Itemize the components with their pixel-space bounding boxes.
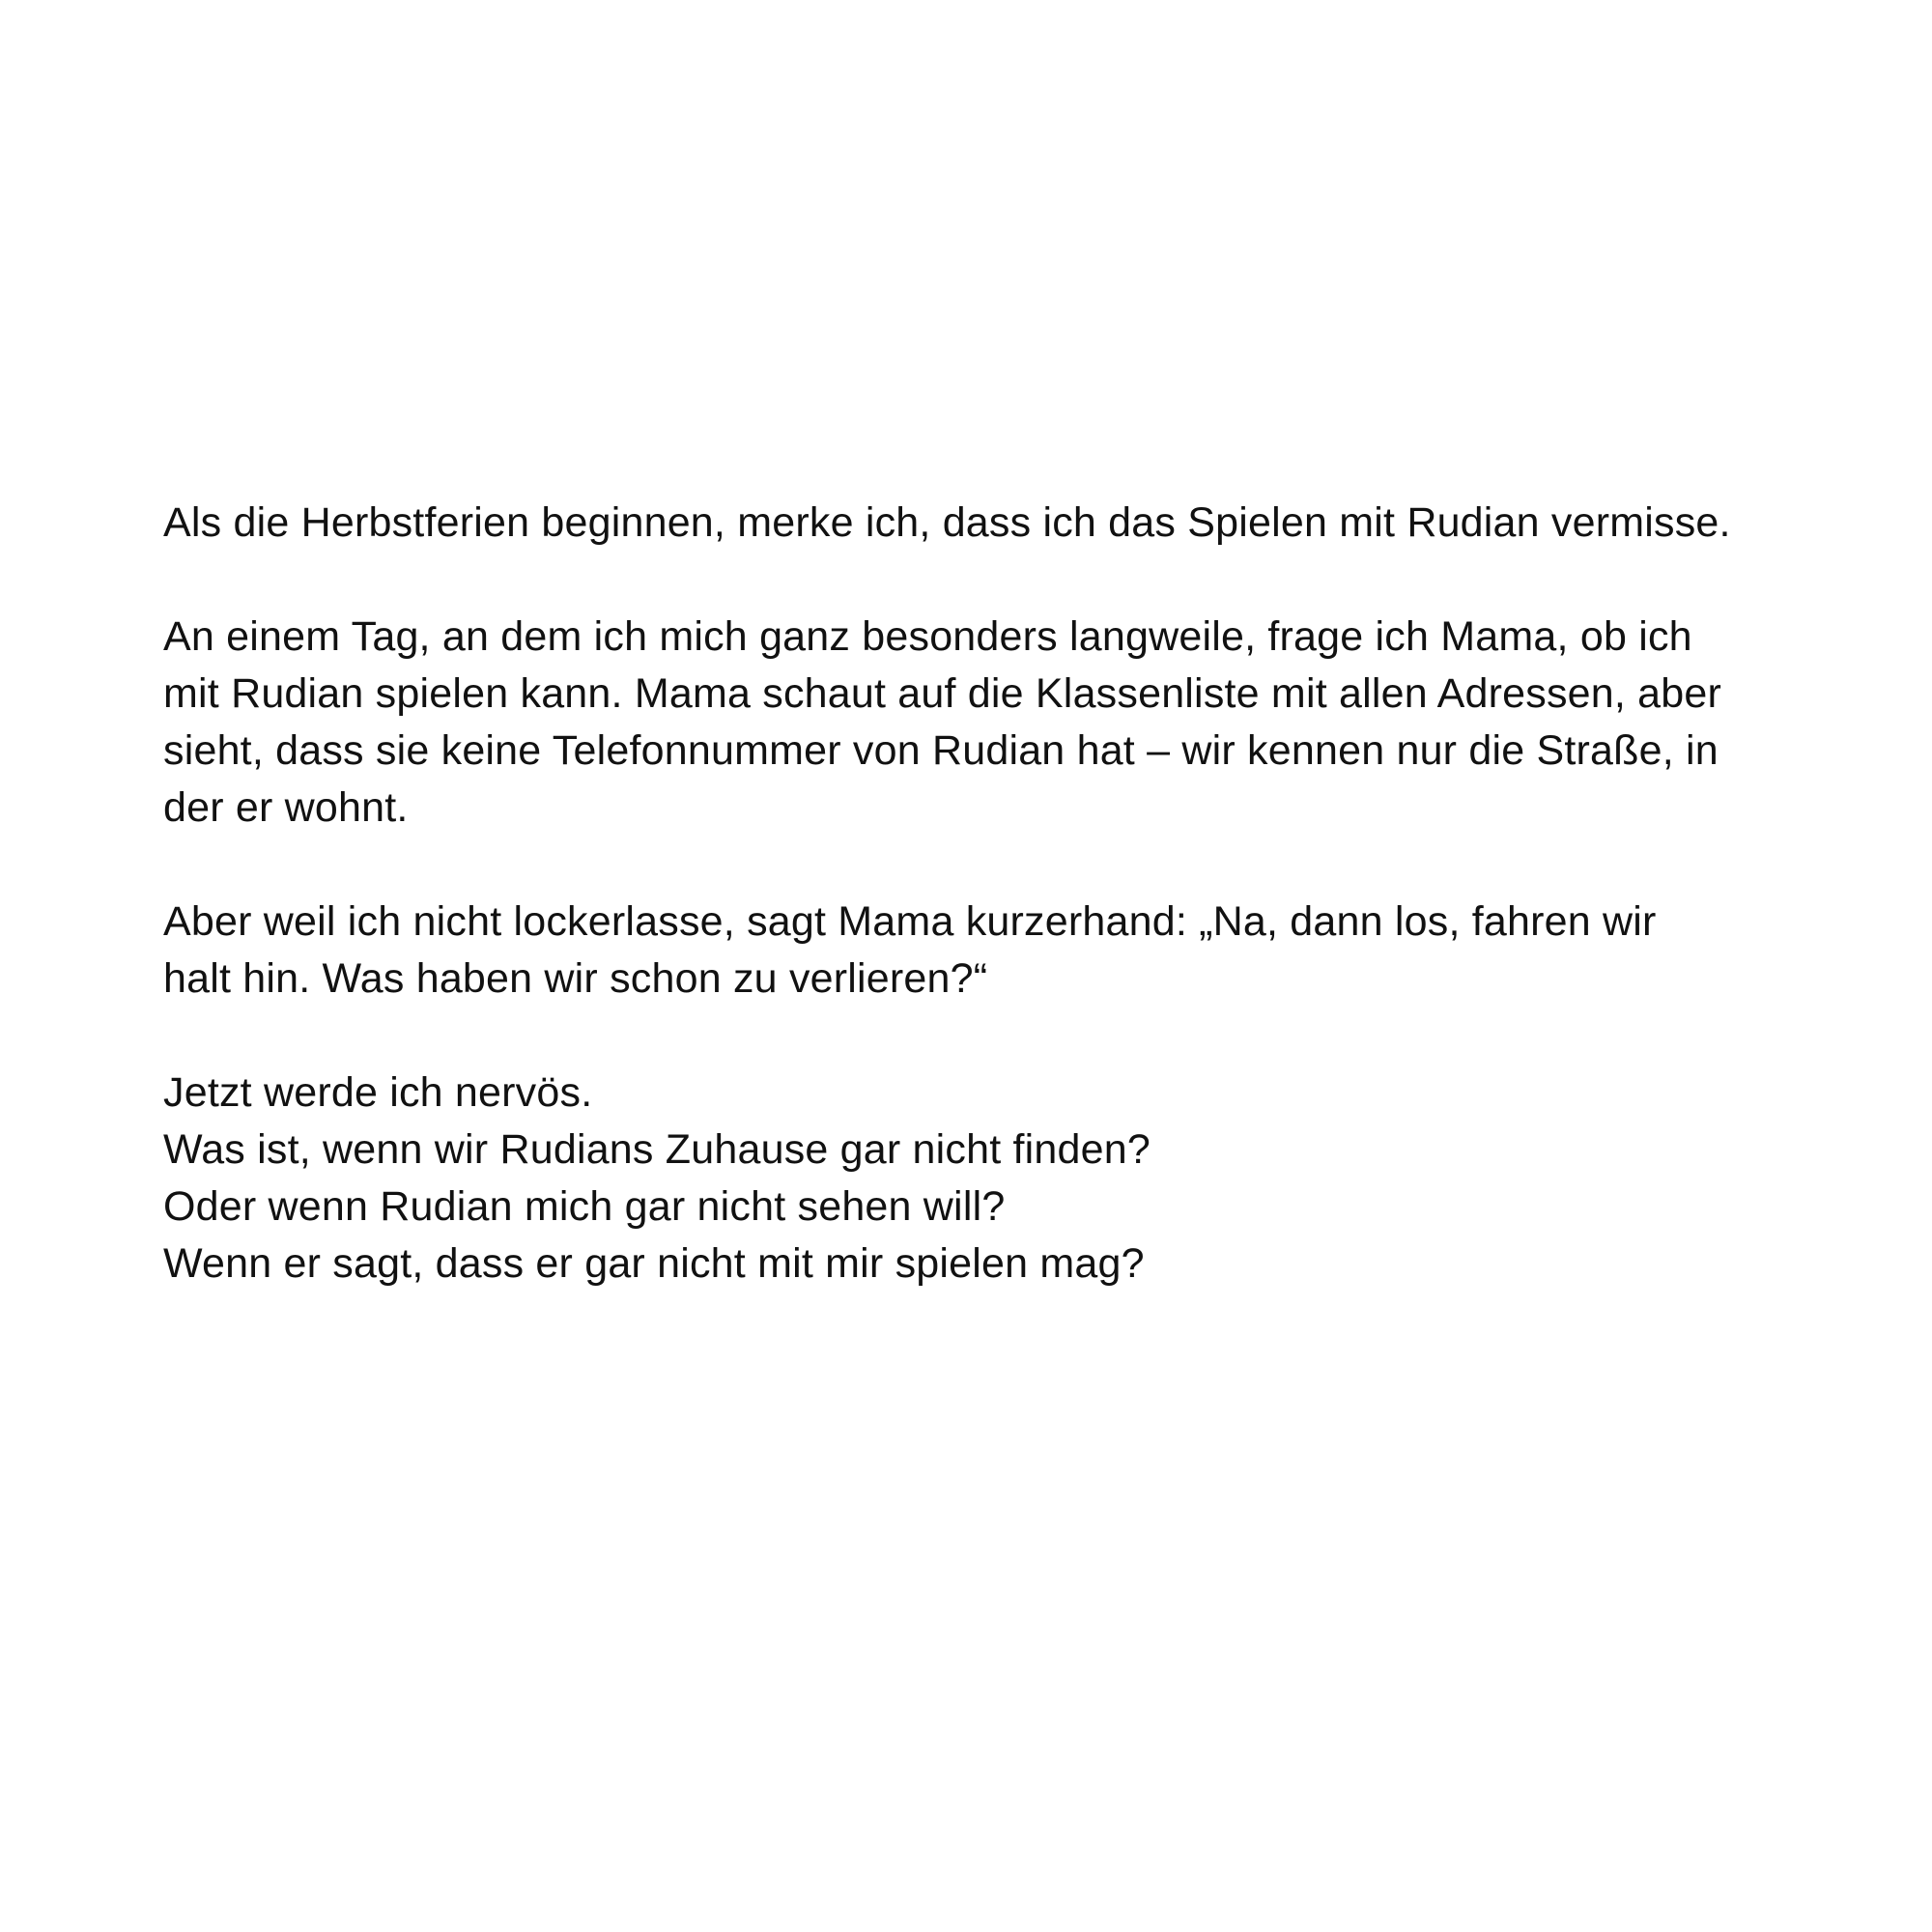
text-line: Als die Herbstferien beginnen, merke ich, dass ich das Spielen mit Rudian vermisse. bbox=[163, 499, 1731, 546]
paragraph-3 bbox=[163, 894, 1805, 1008]
paragraph-2 bbox=[163, 609, 1805, 837]
text-line: Was ist, wenn wir Rudians Zuhause gar nicht finden? bbox=[163, 1126, 1151, 1173]
story-text bbox=[163, 495, 1805, 1293]
text-line: Wenn er sagt, dass er gar nicht mit mir spielen mag? bbox=[163, 1240, 1145, 1287]
text-line: Oder wenn Rudian mich gar nicht sehen will? bbox=[163, 1183, 1006, 1230]
text-line: halt hin. Was haben wir schon zu verlieren?“ bbox=[163, 955, 988, 1002]
paragraph-4 bbox=[163, 1065, 1805, 1293]
text-line: An einem Tag, an dem ich mich ganz besonders langweile, frage ich Mama, ob ich bbox=[163, 613, 1692, 660]
text-line: der er wohnt. bbox=[163, 784, 409, 831]
paragraph-1 bbox=[163, 495, 1805, 552]
text-line: Aber weil ich nicht lockerlasse, sagt Mama kurzerhand: „Na, dann los, fahren wir bbox=[163, 898, 1657, 945]
text-line: mit Rudian spielen kann. Mama schaut auf die Klassenliste mit allen Adressen, aber bbox=[163, 670, 1722, 717]
text-line: sieht, dass sie keine Telefonnummer von Rudian hat – wir kennen nur die Straße, in bbox=[163, 727, 1719, 774]
text-line: Jetzt werde ich nervös. bbox=[163, 1069, 593, 1116]
